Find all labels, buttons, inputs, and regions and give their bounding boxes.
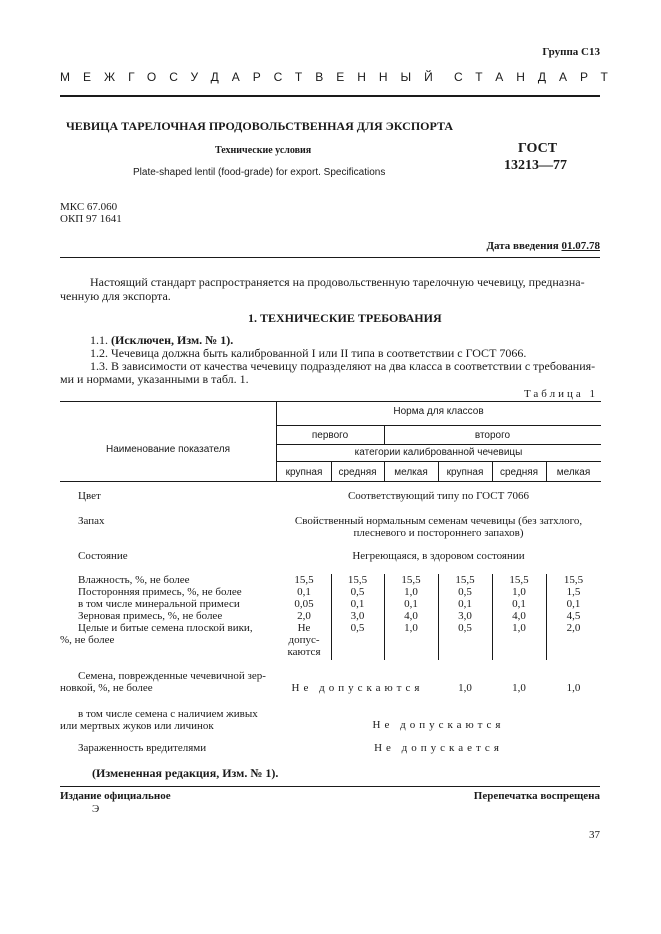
row-foreign-label: Посторонняя примесь, %, не более	[78, 586, 242, 598]
row-smell-label: Запах	[78, 515, 105, 527]
group-code: Группа С13	[542, 46, 600, 58]
table-rule-norm	[276, 425, 601, 426]
row-color-label: Цвет	[78, 490, 101, 502]
clause-1-2: 1.2. Чечевица должна быть калиброванной I или II типа в соответствии с ГОСТ 7066.	[90, 346, 527, 360]
document-title: ЧЕВИЦА ТАРЕЛОЧНАЯ ПРОДОВОЛЬСТВЕННАЯ ДЛЯ ЭКСПОРТА	[66, 119, 454, 133]
clause-1-3-line-1: 1.3. В зависимости от качества чечевицу подразделяют на два класса в соответствии с требования-	[90, 359, 596, 373]
head-indicator: Наименование показателя	[106, 444, 230, 455]
value-c3-grain: 4,0	[404, 610, 418, 622]
value-c6-moisture: 15,5	[563, 574, 584, 586]
row-damaged-value-c6: 1,0	[566, 682, 581, 694]
value-c3-foreign: 1,0	[404, 586, 418, 598]
value-c5-mineral: 0,1	[512, 598, 526, 610]
value-c3-mineral: 0,1	[404, 598, 418, 610]
document-subtitle: Технические условия	[215, 145, 312, 156]
header-interstate: МЕЖГОСУДАРСТВЕННЫЙ	[60, 70, 446, 84]
value-c5-grain: 4,0	[512, 610, 526, 622]
row-damaged-label-2: новкой, %, не более	[60, 682, 153, 694]
head-norm: Норма для классов	[393, 406, 484, 417]
row-grain-label: Зерновая примесь, %, не более	[78, 610, 223, 622]
value-c5-moisture: 15,5	[509, 574, 529, 586]
intro-date	[486, 240, 600, 252]
row-vetch-label-2: %, не более	[60, 634, 115, 646]
value-c1-moisture: 15,5	[294, 574, 314, 586]
intro-date-value: 01.07.78	[561, 240, 600, 252]
mks-code: МКС 67.060	[60, 201, 118, 213]
value-c6-grain: 4,5	[566, 610, 581, 622]
value-c2-foreign: 0,5	[350, 586, 365, 598]
row-bugs-label-1: в том числе семена с наличием живых	[78, 708, 258, 720]
table-rule-class	[276, 444, 601, 445]
table-top-rule	[60, 401, 601, 402]
row-damaged-not-allowed: Не допускаются	[291, 682, 424, 694]
row-damaged-value-c4: 1,0	[458, 682, 472, 694]
size-1: крупная	[285, 467, 323, 478]
row-pests-label: Зараженность вредителями	[78, 742, 207, 754]
row-state-label: Состояние	[78, 550, 128, 562]
gost-number: 13213—77	[504, 158, 567, 173]
value-c1-vetch-1: Не	[297, 622, 311, 634]
size-6: мелкая	[556, 467, 591, 478]
row-bugs-label-2: или мертвых жуков или личинок	[60, 720, 214, 732]
amendment-note: (Измененная редакция, Изм. № 1).	[92, 766, 279, 780]
header-standard: СТАНДАРТ	[454, 70, 621, 84]
value-c4-moisture: 15,5	[455, 574, 475, 586]
row-state-value: Негреющаяся, в здоровом состоянии	[352, 550, 525, 562]
head-second-class: второго	[474, 430, 511, 441]
value-c1-vetch-2: допус-	[288, 634, 320, 646]
row-bugs-value: Не допускаются	[372, 719, 505, 731]
row-smell-value-2: плесневого и постороннего запахов)	[353, 527, 524, 539]
row-moisture-label: Влажность, %, не более	[78, 574, 190, 586]
table-caption: Таблица 1	[523, 388, 598, 400]
row-mineral-label: в том числе минеральной примеси	[78, 598, 240, 610]
size-4: крупная	[446, 467, 484, 478]
clause-1-3-line-2: ми и нормами, указанными в табл. 1.	[60, 372, 249, 386]
value-c6-vetch: 2,0	[566, 622, 581, 634]
row-damaged-value-c5: 1,0	[512, 682, 526, 694]
row-vetch-label-1: Целые и битые семена плоской вики,	[78, 622, 253, 634]
value-c1-foreign: 0,1	[297, 586, 311, 598]
value-c1-mineral: 0,05	[294, 598, 314, 610]
size-3: мелкая	[394, 467, 428, 478]
value-c2-moisture: 15,5	[347, 574, 368, 586]
page-number: 37	[589, 829, 600, 841]
value-c4-mineral: 0,1	[458, 598, 472, 610]
value-c4-grain: 3,0	[458, 610, 472, 622]
english-title: Plate-shaped lentil (food-grade) for export. Specifications	[133, 167, 386, 178]
clause-1-1-num: 1.1.	[90, 333, 108, 347]
header-rule	[60, 95, 600, 97]
value-c3-vetch: 1,0	[404, 622, 418, 634]
size-2: средняя	[338, 467, 377, 478]
value-c5-vetch: 1,0	[512, 622, 526, 634]
footer-sign: Э	[92, 803, 100, 815]
intro-date-label: Дата введения	[486, 240, 559, 252]
value-c2-vetch: 0,5	[350, 622, 365, 634]
footer-reprint: Перепечатка воспрещена	[473, 790, 600, 802]
size-5: средняя	[499, 467, 539, 478]
value-c1-grain: 2,0	[297, 610, 311, 622]
row-color-value: Соответствующий типу по ГОСТ 7066	[347, 490, 530, 502]
intro-line-1: Настоящий стандарт распространяется на продовольственную тарелочную чечевицу, предназна-	[90, 275, 585, 289]
footer-rule	[60, 786, 600, 787]
value-c4-vetch: 0,5	[458, 622, 472, 634]
value-c5-foreign: 1,0	[512, 586, 526, 598]
head-first-class: первого	[311, 430, 349, 441]
clause-1-1-text: (Исключен, Изм. № 1).	[111, 333, 234, 347]
section-title: 1. ТЕХНИЧЕСКИЕ ТРЕБОВАНИЯ	[248, 311, 442, 325]
footer-official: Издание официальное	[60, 790, 171, 802]
value-c6-foreign: 1,5	[566, 586, 581, 598]
value-c3-moisture: 15,5	[401, 574, 421, 586]
value-c2-mineral: 0,1	[350, 598, 365, 610]
gost-label: ГОСТ	[518, 141, 558, 156]
table-header-bottom-rule	[60, 481, 601, 482]
date-rule	[60, 257, 600, 258]
value-c4-foreign: 0,5	[458, 586, 472, 598]
row-pests-value: Не допускается	[374, 742, 503, 754]
row-damaged-label-1: Семена, поврежденные чечевичной зер-	[78, 670, 266, 682]
value-c6-mineral: 0,1	[566, 598, 581, 610]
intro-line-2: ченную для экспорта.	[60, 289, 171, 303]
row-smell-value-1: Свойственный нормальным семенам чечевицы (без затхлого,	[294, 515, 583, 527]
okp-code: ОКП 97 1641	[60, 213, 122, 225]
value-c2-grain: 3,0	[350, 610, 365, 622]
head-category: категории калиброванной чечевицы	[354, 447, 523, 458]
value-c1-vetch-3: каются	[287, 646, 321, 658]
